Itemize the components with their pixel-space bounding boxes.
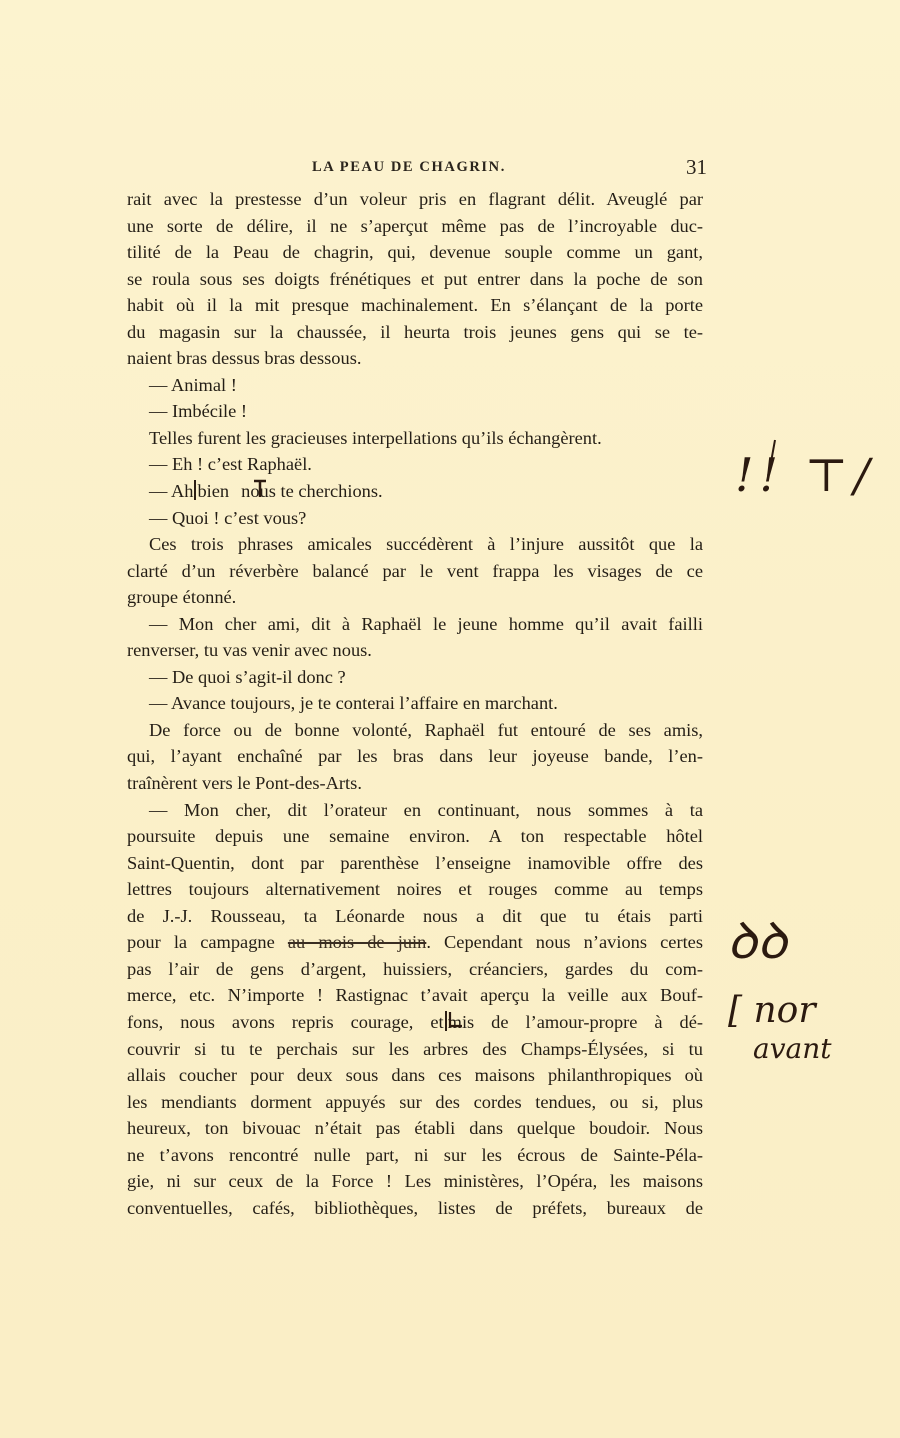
text-line: couvrir si tu te perchais sur les arbres des Champs-Élysées, si tu	[127, 1038, 703, 1059]
text-line: heureux, ton bivouac n’était pas établi dans quelque boudoir. Nous	[127, 1118, 703, 1139]
text-line: qui, l’ayant enchaîné par les bras dans leur joyeuse bande, l’en-	[127, 746, 703, 767]
margin-note-insert-cont: avant	[753, 1032, 832, 1065]
text-line: du magasin sur la chaussée, il heurta trois jeunes gens qui se te-	[127, 321, 703, 342]
text-line: naient bras dessus bras dessous.	[127, 348, 362, 369]
running-title: LA PEAU DE CHAGRIN.	[312, 159, 506, 175]
text-line: Saint-Quentin, dont par parenthèse l’enseigne inamovible offre des	[127, 852, 703, 873]
dialogue-line: — Eh ! c’est Raphaël.	[149, 454, 312, 475]
margin-note-punctuation: !! ⊤/	[735, 448, 876, 502]
margin-note-delete: ꝺꝺ	[727, 912, 787, 970]
dialogue-line: — De quoi s’agit-il donc ?	[149, 666, 346, 687]
page-number: 31	[686, 155, 707, 179]
text-line: pas l’air de gens d’argent, huissiers, créanciers, gardes du com-	[127, 958, 703, 979]
text-line: allais coucher pour deux sous dans ces maisons philanthropiques où	[127, 1065, 703, 1086]
dialogue-line: — Imbécile !	[149, 401, 248, 422]
body-text	[127, 186, 703, 1221]
text-line: merce, etc. N’importe ! Rastignac t’avait aperçu la veille aux Bouf-	[127, 985, 703, 1006]
text-line: tilité de la Peau de chagrin, qui, devenue souple comme un gant,	[127, 242, 703, 263]
dialogue-line-corrected	[127, 478, 703, 505]
text-line: ne t’avons rencontré nulle part, ni sur les écrous de Sainte-Péla-	[127, 1144, 703, 1165]
text-line: une sorte de délire, il ne s’aperçut même pas de l’incroyable duc-	[127, 215, 703, 236]
dialogue-line: — Animal !	[149, 374, 237, 395]
dialogue-line: — Quoi ! c’est vous?	[149, 507, 307, 528]
line-segment: nous te cherchions.	[241, 481, 383, 502]
line-segment: mis de l’amour-propre à dé-	[447, 1011, 703, 1032]
text-line: De force ou de bonne volonté, Raphaël fut entouré de ses amis,	[149, 719, 703, 740]
text-line: renverser, tu vas venir avec nous.	[127, 640, 372, 661]
text-line: conventuelles, cafés, bibliothèques, listes de préfets, bureaux de	[127, 1197, 703, 1218]
line-segment: pour la campagne	[127, 932, 288, 953]
running-header	[127, 155, 707, 183]
line-segment: — Ah	[149, 481, 194, 502]
text-line: lettres toujours alternativement noires et rouges comme au temps	[127, 879, 703, 900]
dialogue-line: — Mon cher, dit l’orateur en continuant, nous sommes à ta	[149, 799, 703, 820]
text-line: se roula sous ses doigts frénétiques et put entrer dans la poche de son	[127, 268, 703, 289]
text-line: habit où il la mit presque machinalement. En s’élançant de la porte	[127, 295, 703, 316]
text-line-corrected	[127, 1009, 703, 1036]
line-segment: . Cependant nous n’avions certes	[426, 932, 703, 953]
dialogue-line: — Avance toujours, je te conterai l’affaire en marchant.	[149, 693, 558, 714]
dialogue-line: — Mon cher ami, dit à Raphaël le jeune homme qu’il avait failli	[149, 613, 703, 634]
text-line: poursuite depuis une semaine environ. A ton respectable hôtel	[127, 826, 703, 847]
line-segment: bien	[197, 481, 230, 502]
text-line: rait avec la prestesse d’un voleur pris en flagrant délit. Aveuglé par	[127, 189, 703, 209]
text-line: clarté d’un réverbère balancé par le vent frappa les visages de ce	[127, 560, 703, 581]
text-line: gie, ni sur ceux de la Force ! Les ministères, l’Opéra, les maisons	[127, 1171, 703, 1192]
text-line: traînèrent vers le Pont-des-Arts.	[127, 773, 362, 794]
line-segment: fons, nous avons repris courage, et	[127, 1011, 444, 1032]
margin-note-insert: [ nor	[728, 990, 816, 1031]
text-line: Ces trois phrases amicales succédèrent à l’injure aussitôt que la	[149, 534, 703, 555]
proof-insert-mark	[445, 1011, 447, 1031]
text-line: groupe étonné.	[127, 587, 237, 608]
text-line-corrected	[127, 929, 703, 956]
text-line: de J.-J. Rousseau, ta Léonarde nous a dit que tu étais parti	[127, 905, 703, 926]
struck-text: au mois de juin	[287, 932, 427, 953]
text-line: Telles furent les gracieuses interpellations qu’ils échangèrent.	[149, 427, 602, 448]
text-line: les mendiants dorment appuyés sur des cordes tendues, ou si, plus	[127, 1091, 703, 1112]
